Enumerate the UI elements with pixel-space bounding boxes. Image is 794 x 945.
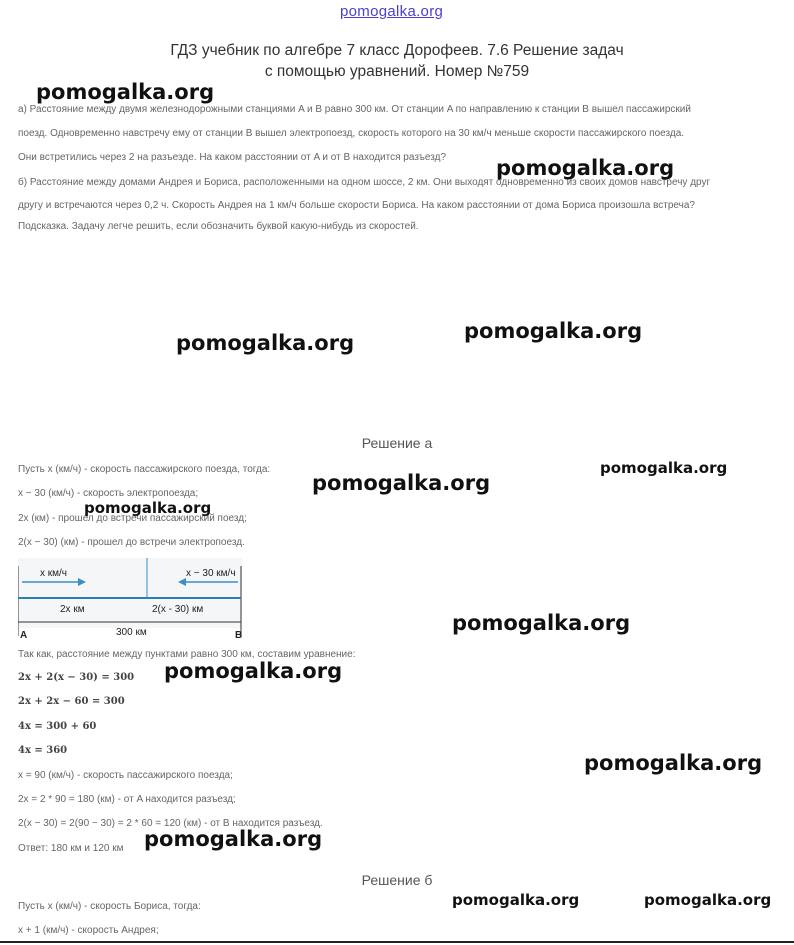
equation-7: 2(x − 30) = 2(90 − 30) = 2 * 60 = 120 (км) - от B находится разъезд. xyxy=(18,818,323,829)
solution-a-heading: Решение а xyxy=(361,435,433,451)
watermark: pomogalka.org xyxy=(144,827,323,851)
watermark: pomogalka.org xyxy=(464,319,643,343)
watermark: pomogalka.org xyxy=(452,611,631,635)
solution-b-line2: x + 1 (км/ч) - скорость Андрея; xyxy=(18,925,159,936)
watermark: pomogalka.org xyxy=(496,156,675,180)
page-title: ГДЗ учебник по алгебре 7 класс Дорофеев. 7.6 Решение задач xyxy=(170,42,624,59)
page-title-line2: с помощью уравнений. Номер №759 xyxy=(264,63,530,80)
solution-a-line5: Так как, расстояние между пунктами равно 300 км, составим уравнение: xyxy=(18,649,356,660)
watermark: pomogalka.org xyxy=(164,659,343,683)
watermark: pomogalka.org xyxy=(312,471,491,495)
watermark: pomogalka.org xyxy=(36,80,215,104)
solution-b-line1: Пусть x (км/ч) - скорость Бориса, тогда: xyxy=(18,901,201,912)
solution-b-heading: Решение б xyxy=(361,872,433,888)
equation-6: 2x = 2 * 90 = 180 (км) - от A находится разъезд; xyxy=(18,794,236,805)
motion-diagram xyxy=(18,558,246,642)
answer-a: Ответ: 180 км и 120 км xyxy=(18,843,124,854)
problem-a-line2: поезд. Одновременно навстречу ему от станции B вышел электропоезд, скорость которого на 30 км/ч меньше скорости пассажирского поезда. xyxy=(18,128,685,139)
label-speed-right: x − 30 км/ч xyxy=(186,568,236,579)
label-speed-left: x км/ч xyxy=(40,568,68,579)
equation-2: 2x + 2x − 60 = 300 xyxy=(18,696,125,707)
label-seg-left: 2x км xyxy=(60,604,85,615)
equation-1: 2x + 2(x − 30) = 300 xyxy=(18,672,135,683)
label-point-a: A xyxy=(20,630,28,641)
solution-a-line3: 2x (км) - прошел до встречи пассажирский поезд; xyxy=(18,513,247,524)
problem-b-hint: Подсказка. Задачу легче решить, если обозначить буквой какую-нибудь из скоростей. xyxy=(18,221,419,232)
watermark: pomogalka.org xyxy=(176,331,355,355)
equation-3: 4x = 300 + 60 xyxy=(18,721,97,732)
problem-a-line1: а) Расстояние между двумя железнодорожными станциями A и B равно 300 км. От станции A по направлению к станции B вышел пассажирский xyxy=(18,104,691,115)
label-seg-right: 2(x - 30) км xyxy=(152,604,204,615)
solution-a-line1: Пусть x (км/ч) - скорость пассажирского поезда, тогда: xyxy=(18,464,271,475)
label-point-b: B xyxy=(235,630,243,641)
problem-b-line2: другу и встречаются через 0,2 ч. Скорость Андрея на 1 км/ч больше скорости Бориса. На каком расстоянии от дома Бориса произошла встреча? xyxy=(18,200,695,211)
solution-a-line4: 2(x − 30) (км) - прошел до встречи электропоезд. xyxy=(18,537,245,548)
solution-a-line2: x − 30 (км/ч) - скорость электропоезда; xyxy=(18,488,199,499)
problem-a-line3: Они встретились через 2 на разъезде. На каком расстоянии от A и от B находится разъезд? xyxy=(18,152,447,163)
equation-5: x = 90 (км/ч) - скорость пассажирского поезда; xyxy=(18,770,233,781)
watermark: pomogalka.org xyxy=(600,459,728,477)
problem-b-line1: б) Расстояние между домами Андрея и Бориса, расположенными на одном шоссе, 2 км. Они выходят одновременно из своих домов навстречу друг xyxy=(18,177,711,188)
equation-4: 4x = 360 xyxy=(18,745,68,756)
watermark: pomogalka.org xyxy=(84,499,212,517)
site-logo[interactable]: pomogalka.org xyxy=(340,3,444,20)
watermark: pomogalka.org xyxy=(584,751,763,775)
bottom-divider xyxy=(0,941,794,943)
watermark: pomogalka.org xyxy=(644,891,772,909)
label-total: 300 км xyxy=(116,627,147,638)
watermark: pomogalka.org xyxy=(452,891,580,909)
